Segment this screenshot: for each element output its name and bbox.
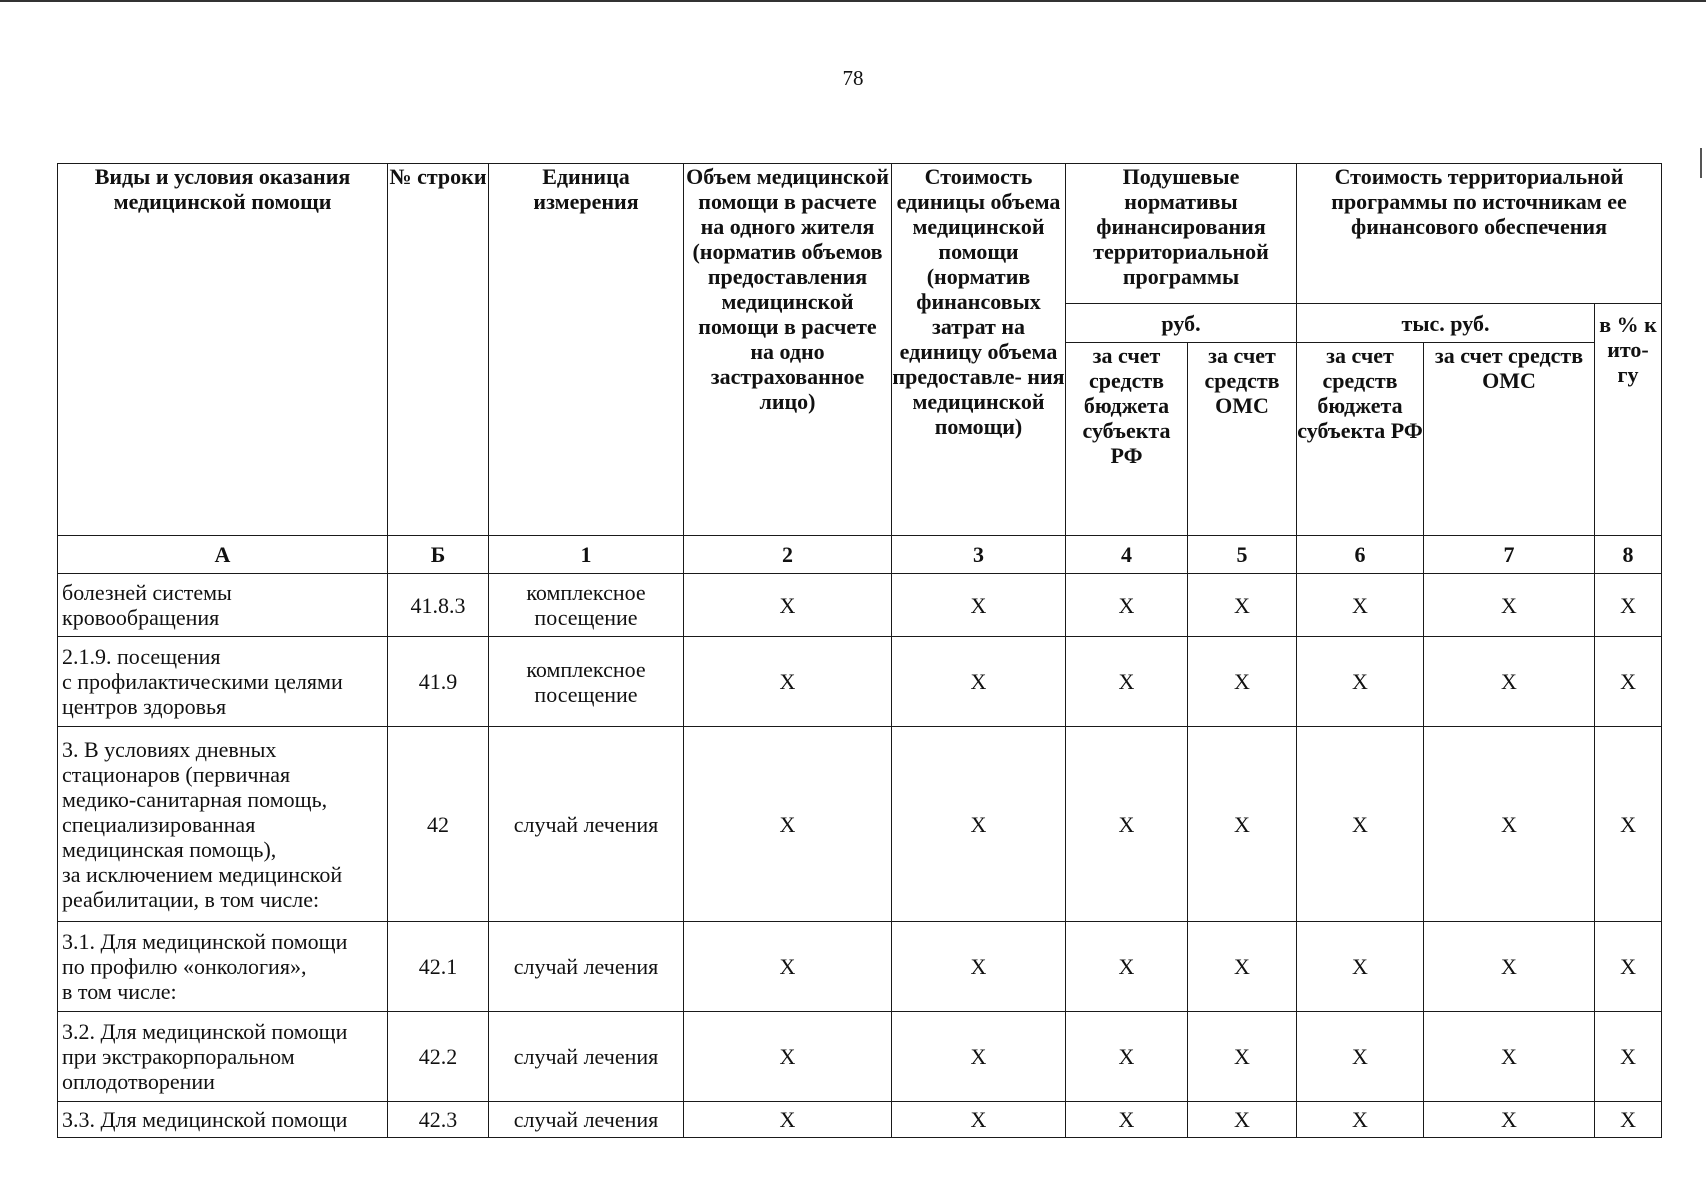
header-col-a: Виды и условия оказания медицинской помощи — [58, 164, 388, 536]
value-cell: X — [1424, 1012, 1595, 1102]
value-cell: X — [1595, 1102, 1662, 1138]
value-cell: X — [1297, 637, 1424, 727]
row-name-line: в том числе: — [62, 979, 177, 1004]
column-letter: 6 — [1297, 536, 1424, 574]
header-group-cost: Стоимость территориальной программы по источникам ее финансового обеспечения — [1297, 164, 1662, 304]
row-name-line: 3.1. Для медицинской помощи — [62, 929, 348, 954]
value-cell: X — [1424, 1102, 1595, 1138]
column-letter: А — [58, 536, 388, 574]
value-cell: X — [892, 922, 1066, 1012]
row-unit-cell — [489, 922, 684, 1012]
header-col-3: Стоимость единицы объема медицинской помощи (норматив финансовых затрат на единицу объема предоставле- ния медицинской помощи) — [892, 164, 1066, 536]
row-name-line: за исключением медицинской — [62, 861, 343, 887]
value-cell: X — [1066, 1102, 1188, 1138]
value-cell: X — [1595, 574, 1662, 637]
value-cell: X — [892, 574, 1066, 637]
row-name-line: болезней системы — [62, 580, 232, 605]
row-name-line: медицинская помощь), — [62, 836, 277, 862]
row-unit-line: случай лечения — [513, 1044, 659, 1069]
value-cell: X — [684, 637, 892, 727]
value-cell: X — [684, 727, 892, 922]
row-name-line: оплодотворении — [62, 1069, 215, 1094]
row-name-line: с профилактическими целями — [62, 669, 343, 694]
row-name-cell — [58, 637, 388, 727]
row-name-line: стационаров (первичная — [62, 761, 291, 787]
value-cell: X — [1188, 637, 1297, 727]
value-cell: X — [1595, 1012, 1662, 1102]
value-cell: X — [684, 922, 892, 1012]
value-cell: X — [1066, 1012, 1188, 1102]
header-col-6: за счет средств бюджета субъекта РФ — [1297, 343, 1424, 536]
header-col-5: за счет средств ОМС — [1188, 343, 1297, 536]
value-cell: X — [1188, 727, 1297, 922]
value-cell: X — [1424, 574, 1595, 637]
row-name-line: 2.1.9. посещения — [62, 644, 221, 669]
column-letter: 5 — [1188, 536, 1297, 574]
row-name-line: кровообращения — [62, 605, 220, 630]
row-unit-line: случай лечения — [513, 811, 659, 837]
row-number-cell: 42.3 — [388, 1102, 489, 1138]
header-unit-thousand-rub: тыс. руб. — [1297, 304, 1595, 343]
edge-mark — [1700, 148, 1702, 178]
value-cell: X — [1297, 727, 1424, 922]
value-cell: X — [1188, 922, 1297, 1012]
row-unit-line: комплексное — [526, 656, 646, 682]
column-letter: 7 — [1424, 536, 1595, 574]
row-name-cell — [58, 922, 388, 1012]
row-name-line: специализированная — [62, 811, 256, 837]
header-col-1: Единица измерения — [489, 164, 684, 536]
table-row — [58, 574, 1662, 637]
value-cell: X — [1595, 727, 1662, 922]
header-col-2: Объем медицинской помощи в расчете на одного жителя (норматив объемов предоставления медицинской помощи в расчете на одно застрахованное лицо) — [684, 164, 892, 536]
value-cell: X — [1424, 922, 1595, 1012]
value-cell: X — [684, 574, 892, 637]
row-name-line: медико-санитарная помощь, — [62, 786, 328, 812]
column-letter: 2 — [684, 536, 892, 574]
page-number: 78 — [842, 66, 864, 90]
row-name-cell — [58, 574, 388, 637]
row-unit-line: комплексное — [526, 580, 646, 605]
row-name-line: при экстракорпоральном — [62, 1044, 295, 1069]
value-cell: X — [1595, 922, 1662, 1012]
value-cell: X — [684, 1012, 892, 1102]
value-cell: X — [1066, 727, 1188, 922]
column-letter: 8 — [1595, 536, 1662, 574]
row-number-cell: 42 — [388, 727, 489, 922]
row-unit-cell — [489, 1012, 684, 1102]
row-number-cell: 41.8.3 — [388, 574, 489, 637]
column-letter: 4 — [1066, 536, 1188, 574]
row-name-line: центров здоровья — [62, 694, 227, 719]
value-cell: X — [1188, 1012, 1297, 1102]
row-name-cell — [58, 727, 388, 922]
row-name-line: 3.3. Для медицинской помощи — [62, 1107, 348, 1132]
row-number-cell: 41.9 — [388, 637, 489, 727]
value-cell: X — [892, 1102, 1066, 1138]
row-number-cell: 42.1 — [388, 922, 489, 1012]
value-cell: X — [1424, 727, 1595, 922]
row-name-line: по профилю «онкология», — [62, 954, 307, 979]
row-unit-line: посещение — [534, 605, 638, 630]
value-cell: X — [892, 1012, 1066, 1102]
value-cell: X — [892, 637, 1066, 727]
value-cell: X — [1066, 637, 1188, 727]
value-cell: X — [1188, 574, 1297, 637]
value-cell: X — [1297, 574, 1424, 637]
table-row — [58, 637, 1662, 727]
row-name-line: 3. В условиях дневных — [62, 736, 277, 762]
table-row — [58, 1102, 1662, 1138]
row-name-cell — [58, 1102, 388, 1138]
row-name-cell — [58, 1012, 388, 1102]
financing-table — [57, 163, 1662, 1138]
column-letter: 1 — [489, 536, 684, 574]
top-rule — [0, 0, 1706, 2]
column-letters-row — [58, 536, 1662, 574]
header-unit-rub: руб. — [1066, 304, 1297, 343]
value-cell: X — [684, 1102, 892, 1138]
row-unit-cell — [489, 574, 684, 637]
header-group-per-capita: Подушевые нормативы финансирования территориальной программы — [1066, 164, 1297, 304]
column-letter: Б — [388, 536, 489, 574]
value-cell: X — [1066, 574, 1188, 637]
column-letter: 3 — [892, 536, 1066, 574]
table-row — [58, 922, 1662, 1012]
row-unit-cell — [489, 1102, 684, 1138]
row-unit-line: случай лечения — [513, 1107, 659, 1132]
table-row — [58, 727, 1662, 922]
row-unit-cell — [489, 727, 684, 922]
row-number-cell: 42.2 — [388, 1012, 489, 1102]
header-col-8: в % к ито- гу — [1595, 304, 1662, 536]
row-name-line: 3.2. Для медицинской помощи — [62, 1019, 348, 1044]
value-cell: X — [1066, 922, 1188, 1012]
row-name-line: реабилитации, в том числе: — [62, 886, 320, 912]
header-col-7: за счет средств ОМС — [1424, 343, 1595, 536]
value-cell: X — [1424, 637, 1595, 727]
value-cell: X — [1188, 1102, 1297, 1138]
value-cell: X — [1595, 637, 1662, 727]
value-cell: X — [1297, 1102, 1424, 1138]
table-row — [58, 1012, 1662, 1102]
value-cell: X — [1297, 1012, 1424, 1102]
value-cell: X — [1297, 922, 1424, 1012]
row-unit-line: посещение — [534, 681, 638, 707]
header-col-4: за счет средств бюджета субъекта РФ — [1066, 343, 1188, 536]
row-unit-cell — [489, 637, 684, 727]
row-unit-line: случай лечения — [513, 954, 659, 979]
header-col-b: № строки — [388, 164, 489, 536]
value-cell: X — [892, 727, 1066, 922]
